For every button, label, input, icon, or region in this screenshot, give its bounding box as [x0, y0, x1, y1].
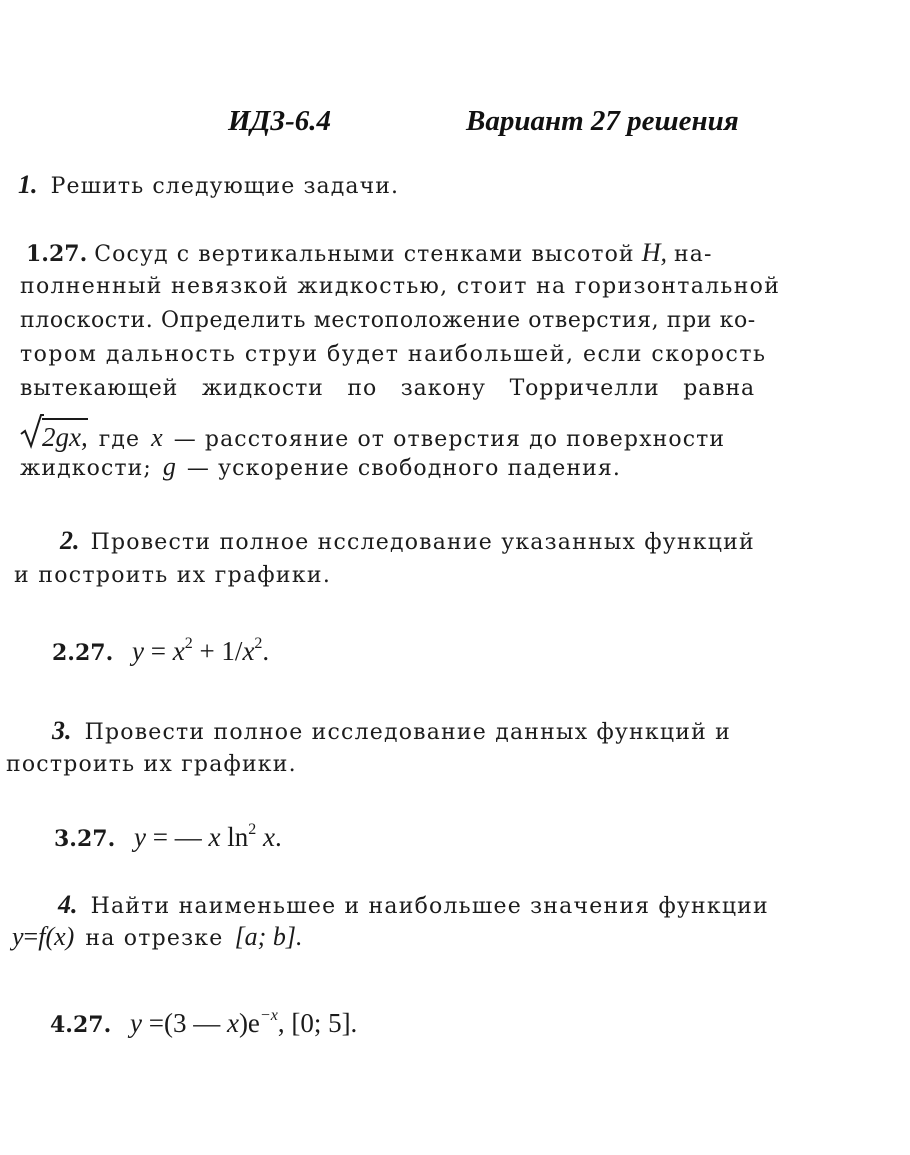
- formula-var: x: [172, 636, 185, 666]
- formula-var: x: [262, 822, 275, 852]
- task4-title: Найти наименьшее и наибольшее значения функции: [90, 894, 769, 919]
- task4-heading-line1: [58, 890, 769, 920]
- variant-title: Вариант 27 решения: [466, 105, 739, 137]
- formula-op: , [0; 5].: [277, 1008, 358, 1038]
- text-line: — ускорение свободного падения.: [186, 456, 621, 481]
- task1-title: Решить следующие задачи.: [50, 174, 400, 199]
- doc-code: ИДЗ-6.4: [228, 105, 332, 137]
- text-line-last: [20, 452, 621, 482]
- sqrt-radicand: 2gx,: [42, 418, 88, 453]
- interval-text: [a; b].: [234, 922, 303, 951]
- sqrt-symbol-icon: [20, 412, 44, 450]
- text-line: где: [98, 427, 141, 452]
- problem-1-27-number: 1.27.: [26, 241, 88, 267]
- task2-number: 2.: [60, 526, 80, 555]
- task2-heading-line1: [60, 526, 755, 556]
- problem-4-27-number: 4.27.: [50, 1012, 112, 1038]
- formula-op: =(3 —: [148, 1008, 221, 1038]
- formula-var: x: [242, 636, 255, 666]
- text-line-sqrt: [20, 418, 725, 453]
- task2-heading-line2: и построить их графики.: [14, 563, 332, 588]
- text-line: вытекающей жидкости по закону Торричелли равна: [20, 376, 756, 401]
- problem-3-27: [54, 822, 282, 853]
- problem-1-27-line1: [26, 238, 712, 268]
- var-g: g: [162, 452, 176, 481]
- formula-var: (x): [45, 922, 75, 951]
- problem-4-27: [50, 1008, 357, 1039]
- formula-exponent: 2: [184, 635, 193, 652]
- sqrt-expression: [20, 418, 88, 453]
- formula-op: =: [150, 636, 166, 666]
- formula-op: + 1/: [199, 636, 243, 666]
- text-line: тором дальность струи будет наибольшей, если скорость: [20, 342, 767, 367]
- task1-number: 1.: [18, 170, 38, 199]
- problem-2-27-number: 2.27.: [52, 640, 114, 666]
- formula-op: )e: [238, 1008, 260, 1038]
- task2-title: Провести полное нсследование указанных функций: [90, 530, 755, 555]
- formula-var: x: [208, 822, 221, 852]
- formula-var: y: [134, 822, 146, 852]
- text-line: плоскости. Определить местоположение отверстия, при ко-: [20, 308, 756, 333]
- text-line: на отрезке: [85, 926, 224, 951]
- formula-op: ln: [227, 822, 249, 852]
- task1-heading: [18, 170, 399, 200]
- task4-number: 4.: [58, 890, 78, 919]
- formula-var: y: [132, 636, 144, 666]
- formula-op: = —: [152, 822, 202, 852]
- formula-op: =: [23, 922, 39, 951]
- formula-var: y: [130, 1008, 142, 1038]
- formula-exponent: 2: [254, 635, 263, 652]
- task3-heading-line2: построить их графики.: [6, 752, 297, 777]
- text-line: полненный невязкой жидкостью, стоит на горизонтальной: [20, 274, 781, 299]
- var-x: x: [151, 423, 163, 452]
- var-H: H,: [641, 238, 667, 267]
- formula-op: .: [274, 822, 282, 852]
- text-line: жидкости;: [20, 456, 152, 481]
- task4-heading-line2: [12, 922, 302, 952]
- formula-exponent: 2: [248, 821, 257, 838]
- problem-3-27-number: 3.27.: [54, 826, 116, 852]
- task3-number: 3.: [52, 716, 72, 745]
- formula-var: y: [12, 922, 24, 951]
- text-line: — расстояние от отверстия до поверхности: [173, 427, 726, 452]
- problem-2-27: [52, 636, 269, 667]
- formula-var: f: [38, 922, 46, 951]
- formula-op: .: [262, 636, 270, 666]
- task3-heading-line1: [52, 716, 731, 746]
- text-line: на-: [673, 242, 713, 267]
- text-line: Сосуд с вертикальными стенками высотой: [94, 242, 635, 267]
- formula-exponent: −x: [259, 1007, 278, 1024]
- formula-var: x: [226, 1008, 239, 1038]
- task3-title: Провести полное исследование данных функций и: [84, 720, 732, 745]
